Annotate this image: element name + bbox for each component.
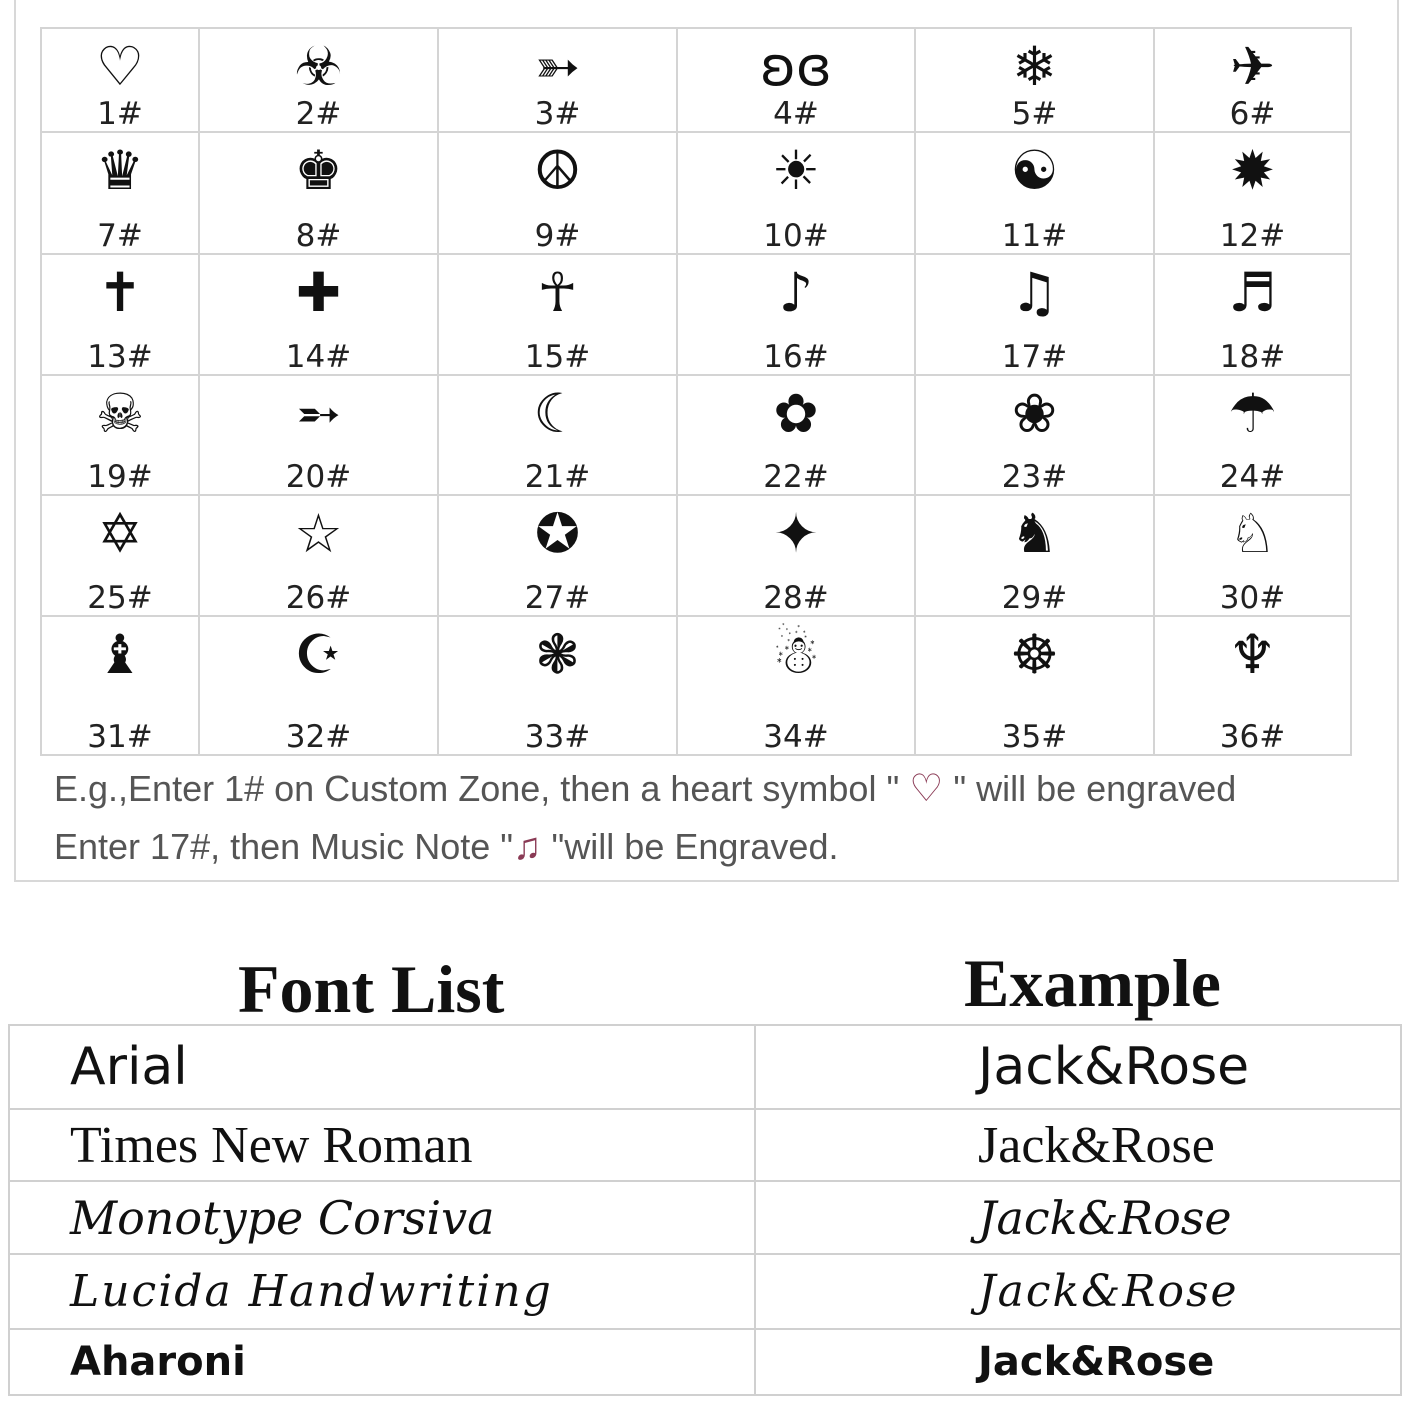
symbol-code: 9# [534,218,581,254]
symbol-cell [438,616,677,755]
symbol-code: 12# [1219,218,1286,254]
font-row-aharoni [9,1329,1401,1395]
ankh-icon: ☥ [537,261,578,324]
symbol-cell [1154,616,1351,755]
symbol-row [41,495,1351,616]
font-name: Lucida Handwriting [9,1254,755,1329]
king-crown-icon: ♚ [294,139,343,202]
trident-icon: ♆ [1228,623,1277,686]
example-heading: Example [964,945,1221,1021]
example-note-2-text: Enter 17#, then Music Note " [54,826,514,867]
symbol-code: 13# [87,339,153,375]
symbol-code: 1# [97,96,143,132]
snowman-icon: ☃ [771,623,821,686]
music-note-icon: ♫ [513,826,542,868]
symbol-cell [199,132,438,254]
symbol-cell [1154,254,1351,375]
example-note-1-text: E.g.,Enter 1# on Custom Zone, then a heart symbol " [54,768,910,809]
pinwheel-flower-icon: ❃ [534,623,581,686]
symbol-code: 36# [1219,719,1286,755]
airplane-icon: ✈ [1229,35,1276,98]
butterfly-icon: ʚɞ [760,35,832,98]
symbol-cell [915,616,1154,755]
example-note-2 [54,826,838,869]
symbol-cell [915,28,1154,132]
flower-icon: ✿ [773,382,819,445]
yin-yang-icon: ☯ [1010,139,1059,202]
symbol-code: 20# [285,459,352,495]
example-note-1 [54,766,1236,811]
symbol-code: 21# [524,459,591,495]
example-note-1-end: " will be engraved [943,768,1237,809]
umbrella-icon: ☂ [1228,382,1277,445]
symbol-code: 35# [1001,719,1068,755]
symbol-cell [438,375,677,495]
symbol-cell [41,375,199,495]
arrow-icon: ➳ [534,35,581,98]
symbol-cell [199,616,438,755]
eighth-note-icon: ♪ [778,261,814,324]
symbol-code: 5# [1011,96,1058,132]
font-table [8,1024,1402,1396]
symbol-code: 14# [285,339,352,375]
bishop-icon: ♝ [95,623,145,686]
heart-icon: ♡ [95,35,145,98]
symbol-row [41,28,1351,132]
font-name: Arial [9,1025,755,1109]
star-outline-icon: ☆ [294,502,343,565]
symbol-code: 33# [524,719,591,755]
symbol-code: 7# [97,218,143,254]
font-example: Jack&Rose [755,1109,1401,1181]
symbol-cell [199,495,438,616]
symbol-code: 34# [763,719,829,755]
font-row-corsiva [9,1181,1401,1254]
symbol-code: 18# [1219,339,1286,375]
symbol-code: 8# [295,218,342,254]
symbol-code: 30# [1219,580,1286,616]
symbol-code: 17# [1001,339,1068,375]
symbol-code: 31# [87,719,153,755]
symbol-grid [40,27,1352,756]
symbol-cell [1154,132,1351,254]
symbol-cell [915,495,1154,616]
symbol-cell [677,375,915,495]
symbol-row [41,616,1351,755]
symbol-cell [1154,375,1351,495]
font-name: Monotype Corsiva [9,1181,755,1254]
arrow-right-icon: ➵ [295,382,342,445]
star-crescent-icon: ☪ [294,623,343,686]
knight-black-icon: ♞ [1010,502,1059,565]
crown-icon: ♛ [95,139,145,202]
symbol-code: 10# [763,218,829,254]
symbol-code: 16# [763,339,829,375]
symbol-code: 23# [1001,459,1068,495]
star-burst-icon: ✹ [1229,139,1276,202]
heart-icon: ♡ [909,768,944,810]
symbol-code: 28# [763,580,829,616]
beamed-notes-icon: ♫ [1010,261,1059,324]
sun-icon: ☀ [771,139,821,202]
font-name: Times New Roman [9,1109,755,1181]
symbol-cell [677,254,915,375]
symbol-cell [677,132,915,254]
font-name: Aharoni [9,1329,755,1395]
symbol-cell [41,132,199,254]
symbol-cell [1154,28,1351,132]
latin-cross-icon: ✝ [97,261,143,324]
symbol-row [41,254,1351,375]
knight-white-icon: ♘ [1228,502,1277,565]
four-point-star-icon: ✦ [773,502,819,565]
crescent-moon-icon: ☾ [533,382,582,445]
font-list-heading: Font List [238,951,505,1027]
font-example: Jack&Rose [755,1254,1401,1329]
symbol-cell [41,254,199,375]
symbol-cell [199,375,438,495]
ship-wheel-icon: ☸ [1010,623,1059,686]
symbol-code: 15# [524,339,591,375]
symbol-code: 11# [1001,218,1068,254]
symbol-cell [438,132,677,254]
symbol-cell [1154,495,1351,616]
circled-star-icon: ✪ [534,502,581,565]
greek-cross-icon: ✚ [295,261,342,324]
symbol-code: 4# [773,96,819,132]
symbol-cell [915,254,1154,375]
sixteenth-notes-icon: ♬ [1228,261,1277,324]
symbol-code: 26# [285,580,352,616]
star-of-david-icon: ✡ [97,502,143,565]
font-example: Jack&Rose [755,1181,1401,1254]
symbol-cell [438,495,677,616]
skull-crossbones-icon: ☠ [95,382,145,445]
symbol-cell [677,495,915,616]
symbol-code: 6# [1229,96,1276,132]
symbol-cell [438,28,677,132]
font-example: Jack&Rose [755,1025,1401,1109]
peace-icon: ☮ [533,139,582,202]
symbol-cell [915,375,1154,495]
symbol-row [41,132,1351,254]
flower-outline-icon: ❀ [1011,382,1058,445]
symbol-cell [677,28,915,132]
symbol-code: 32# [285,719,352,755]
symbol-code: 2# [295,96,342,132]
example-note-2-end: "will be Engraved. [541,826,839,867]
symbol-code: 19# [87,459,153,495]
symbol-cell [915,132,1154,254]
symbol-code: 29# [1001,580,1068,616]
symbol-cell [41,616,199,755]
font-row-times [9,1109,1401,1181]
symbol-code: 22# [763,459,829,495]
symbol-code: 24# [1219,459,1286,495]
symbol-cell [41,495,199,616]
symbol-code: 25# [87,580,153,616]
snowflake-icon: ❄ [1011,35,1058,98]
symbol-cell [41,28,199,132]
font-row-arial [9,1025,1401,1109]
symbol-cell [677,616,915,755]
biohazard-icon: ☣ [294,35,343,98]
symbol-code: 27# [524,580,591,616]
symbol-cell [438,254,677,375]
font-row-lucida [9,1254,1401,1329]
font-example: Jack&Rose [755,1329,1401,1395]
symbol-row [41,375,1351,495]
symbol-cell [199,28,438,132]
symbol-cell [199,254,438,375]
symbol-code: 3# [534,96,581,132]
